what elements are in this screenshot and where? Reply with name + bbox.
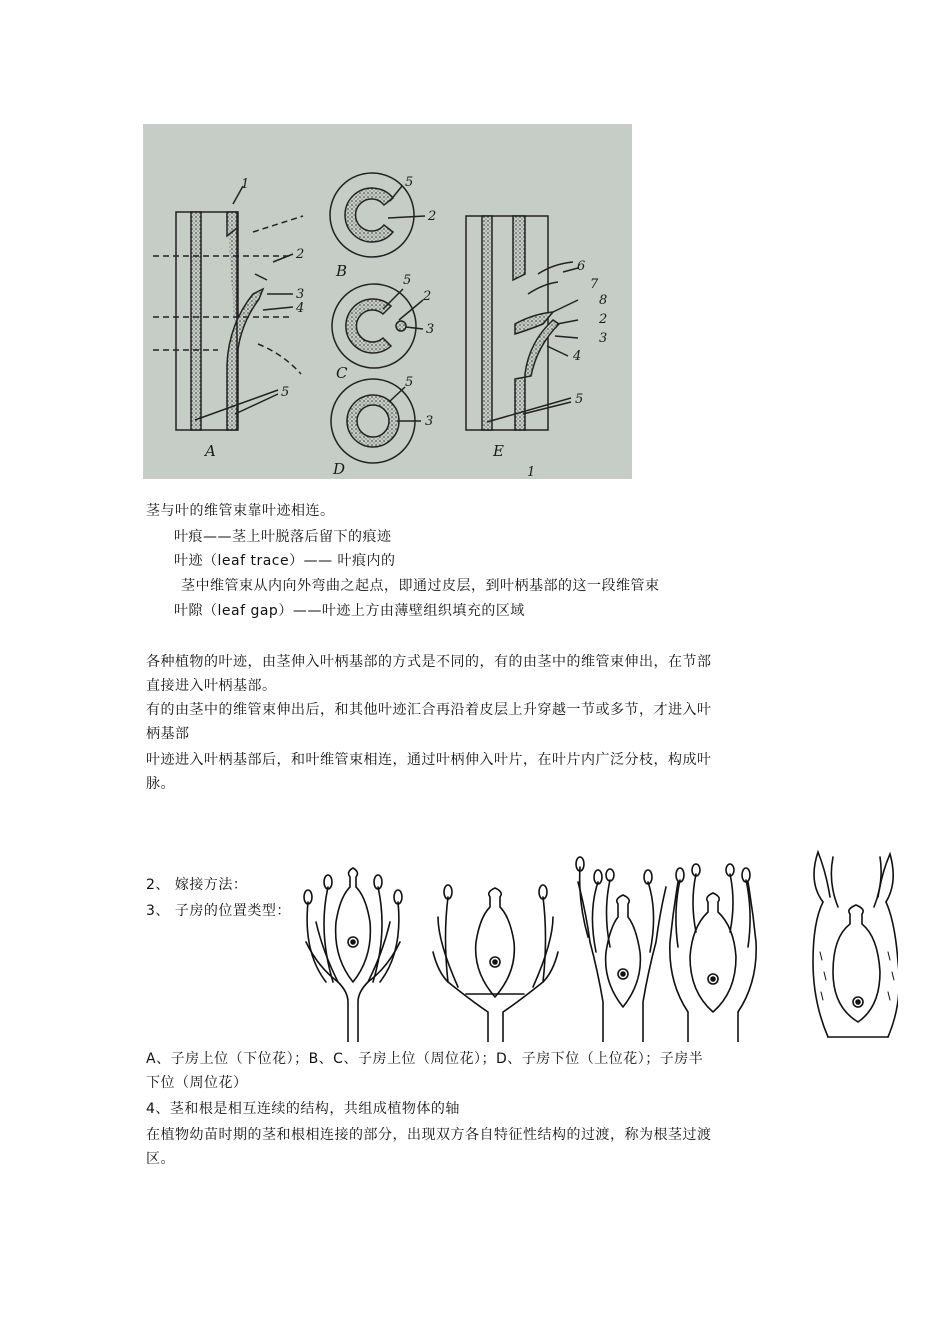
label-a-5: 5 xyxy=(281,385,290,400)
label-c-2: 2 xyxy=(423,289,432,304)
label-c: C xyxy=(336,364,348,382)
flower-e xyxy=(813,852,898,1037)
label-e-2: 2 xyxy=(599,312,608,327)
item-3-ovary-position: 3、 子房的位置类型： xyxy=(146,903,291,919)
leaf-trace-diagram xyxy=(143,124,632,479)
paragraph-1-line-1: 各种植物的叶迹，由茎伸入叶柄基部的方式是不同的，有的由茎中的维管束伸出，在节部 xyxy=(146,654,712,670)
transition-zone-line-2: 区。 xyxy=(146,1151,175,1167)
label-b: B xyxy=(336,262,348,280)
label-e-4: 4 xyxy=(573,349,582,364)
ovary-position-figure xyxy=(298,842,898,1042)
transition-zone-line-1: 在植物幼苗时期的茎和根相连接的部分，出现双方各自特征性结构的过渡，称为根茎过渡 xyxy=(146,1127,712,1143)
label-e-8: 8 xyxy=(599,293,608,308)
flower-b xyxy=(433,885,558,1042)
label-b-2: 2 xyxy=(428,209,437,224)
intro-line: 茎与叶的维管束靠叶迹相连。 xyxy=(146,503,335,519)
leaf-trace-definition: 茎中维管束从内向外弯曲之起点，即通过皮层，到叶柄基部的这一段维管束 xyxy=(181,578,660,594)
paragraph-2-line-1: 有的由茎中的维管束伸出后，和其他叶迹汇合再沿着皮层上升穿越一节或多节，才进入叶 xyxy=(146,702,712,718)
leaf-trace-figure xyxy=(143,124,632,479)
label-d: D xyxy=(333,460,346,478)
label-a-4: 4 xyxy=(296,301,305,316)
label-c-5: 5 xyxy=(403,273,412,288)
label-e-3: 3 xyxy=(599,331,608,346)
label-c-3: 3 xyxy=(426,322,435,337)
leaf-scar-definition: 叶痕——茎上叶脱落后留下的痕迹 xyxy=(174,529,392,545)
flower-a xyxy=(304,868,402,1042)
label-e-5: 5 xyxy=(575,392,584,407)
item-2-grafting: 2、 嫁接方法： xyxy=(146,877,248,893)
label-a-3: 3 xyxy=(296,287,305,302)
leaf-trace-term: 叶迹（leaf trace）—— 叶痕内的 xyxy=(174,553,396,569)
leaf-gap-definition: 叶隙（leaf gap）——叶迹上方由薄壁组织填充的区域 xyxy=(174,603,525,619)
ovary-types-line-1: A、子房上位（下位花）；B、C、子房上位（周位花）；D、子房下位（上位花）；子房半 xyxy=(146,1051,704,1067)
diagram-d xyxy=(331,379,421,463)
label-b-5: 5 xyxy=(405,175,414,190)
paragraph-1-line-2: 直接进入叶柄基部。 xyxy=(146,678,277,694)
item-4-stem-root: 4、茎和根是相互连续的结构，共组成植物体的轴 xyxy=(146,1101,460,1117)
label-a-2: 2 xyxy=(296,247,305,262)
ovary-position-diagram xyxy=(298,842,898,1042)
label-e-6: 6 xyxy=(577,259,586,274)
label-e-7: 7 xyxy=(590,277,599,292)
label-d-3: 3 xyxy=(425,414,434,429)
label-e-1: 1 xyxy=(527,465,536,479)
paragraph-3-line-1: 叶迹进入叶柄基部后，和叶维管束相连，通过叶柄伸入叶片，在叶片内广泛分枝，构成叶 xyxy=(146,752,712,768)
paragraph-3-line-2: 脉。 xyxy=(146,776,175,792)
diagram-e xyxy=(466,216,578,430)
paragraph-2-line-2: 柄基部 xyxy=(146,726,190,742)
ovary-types-line-2: 下位（周位花） xyxy=(146,1075,248,1091)
flower-c xyxy=(576,857,666,1042)
label-a: A xyxy=(205,442,216,460)
label-d-5: 5 xyxy=(405,375,414,390)
label-e: E xyxy=(493,442,504,460)
flower-d xyxy=(670,864,756,1042)
label-a-1: 1 xyxy=(241,177,250,192)
diagram-c xyxy=(332,284,423,368)
